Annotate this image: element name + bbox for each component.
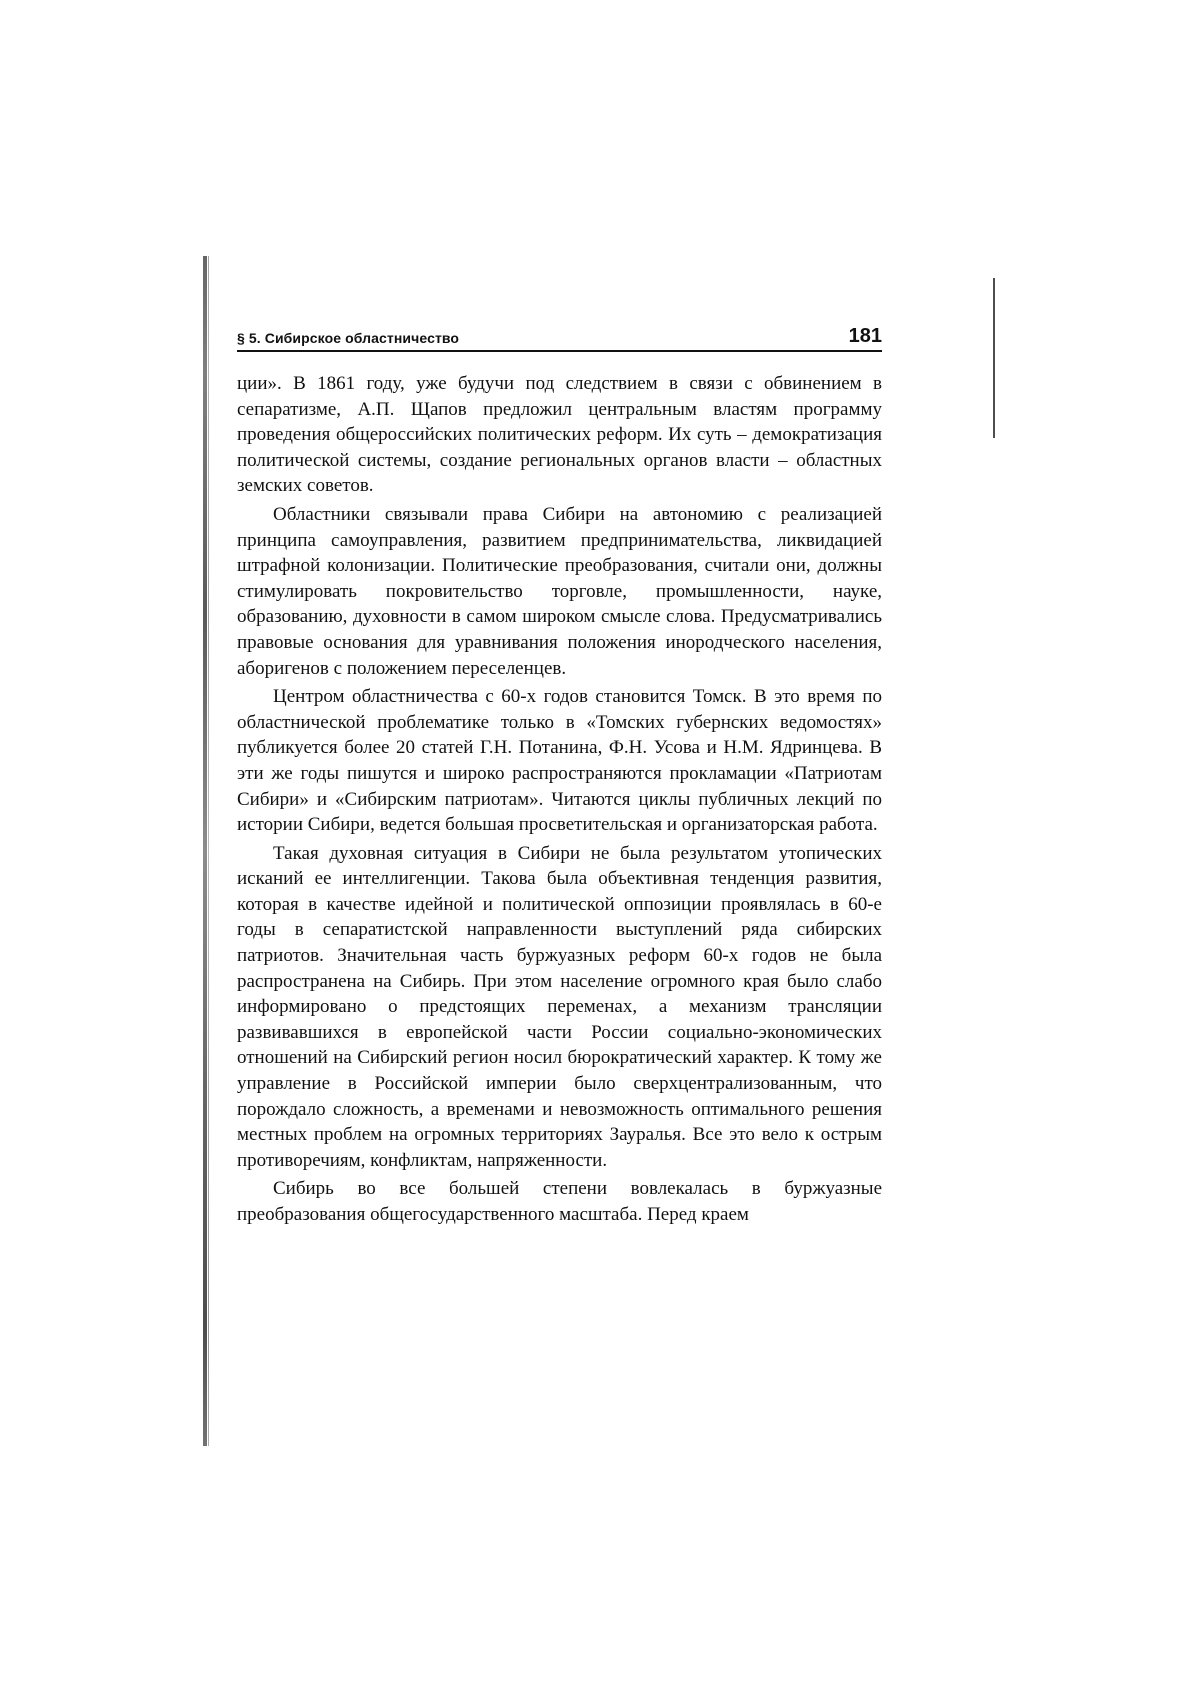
page-number: 181 — [848, 325, 882, 347]
paragraph: Сибирь во все большей степени вовлекалась в буржуазные преобразования общегосударственного масштаба. Перед краем — [237, 1178, 882, 1225]
paragraph: Такая духовная ситуация в Сибири не была результатом утопических исканий ее интеллигенции. Такова была объективная тенденция развития, которая в качестве идейной и политической оппозиции проявлялась в 60-е годы в сепаратистской направленности выступлений ряда сибирских патриотов. Значительная часть буржуазных реформ 60-х годов не была распространена на Сибирь. При этом население огромного края было слабо информировано о предстоящих переменах, а механизм трансляции развивавшихся в европейской части России социально-экономических отношений на Сибирский регион носил бюрократический характер. К тому же управление в Российской империи было сверхцентрализованным, что порождало сложность, а временами и невозможность оптимального решения местных проблем на огромных территориях Зауралья. Все это вело к острым противоречиям, конфликтам, напряженности. — [237, 842, 882, 1171]
page-body — [237, 371, 882, 1231]
scan-binding-line — [208, 256, 209, 1446]
scan-binding-shadow — [203, 256, 207, 1446]
section-title: § 5. Сибирское областничество — [237, 330, 460, 346]
paragraph: Центром областничества с 60-х годов становится Томск. В это время по областнической проблематике только в «Томских губернских ведомостях» публикуется более 20 статей Г.Н. Потанина, Ф.Н. Усова и Н.М. Ядринцева. В эти же годы пишутся и широко распространяются прокламации «Патриотам Сибири» и «Сибирским патриотам». Читаются циклы публичных лекций по истории Сибири, ведется большая просветительская и организаторская работа. — [237, 686, 882, 836]
scan-edge-mark — [993, 278, 995, 438]
paragraph: ции». В 1861 году, уже будучи под следствием в связи с обвинением в сепаратизме, А.П. Щапов предложил центральным властям программу проведения общероссийских политических реформ. Их суть – демократизация политической системы, создание региональных органов власти – областных земских советов. — [237, 373, 882, 497]
paragraph: Областники связывали права Сибири на автономию с реализацией принципа самоуправления, развитием предпринимательства, ликвидацией штрафной колонизации. Политические преобразования, считали они, должны стимулировать покровительство торговле, промышленности, науке, образованию, духовности в самом широком смысле слова. Предусматривались правовые основания для уравнивания положения инородческого населения, аборигенов с положением переселенцев. — [237, 503, 882, 679]
running-header — [237, 320, 882, 352]
